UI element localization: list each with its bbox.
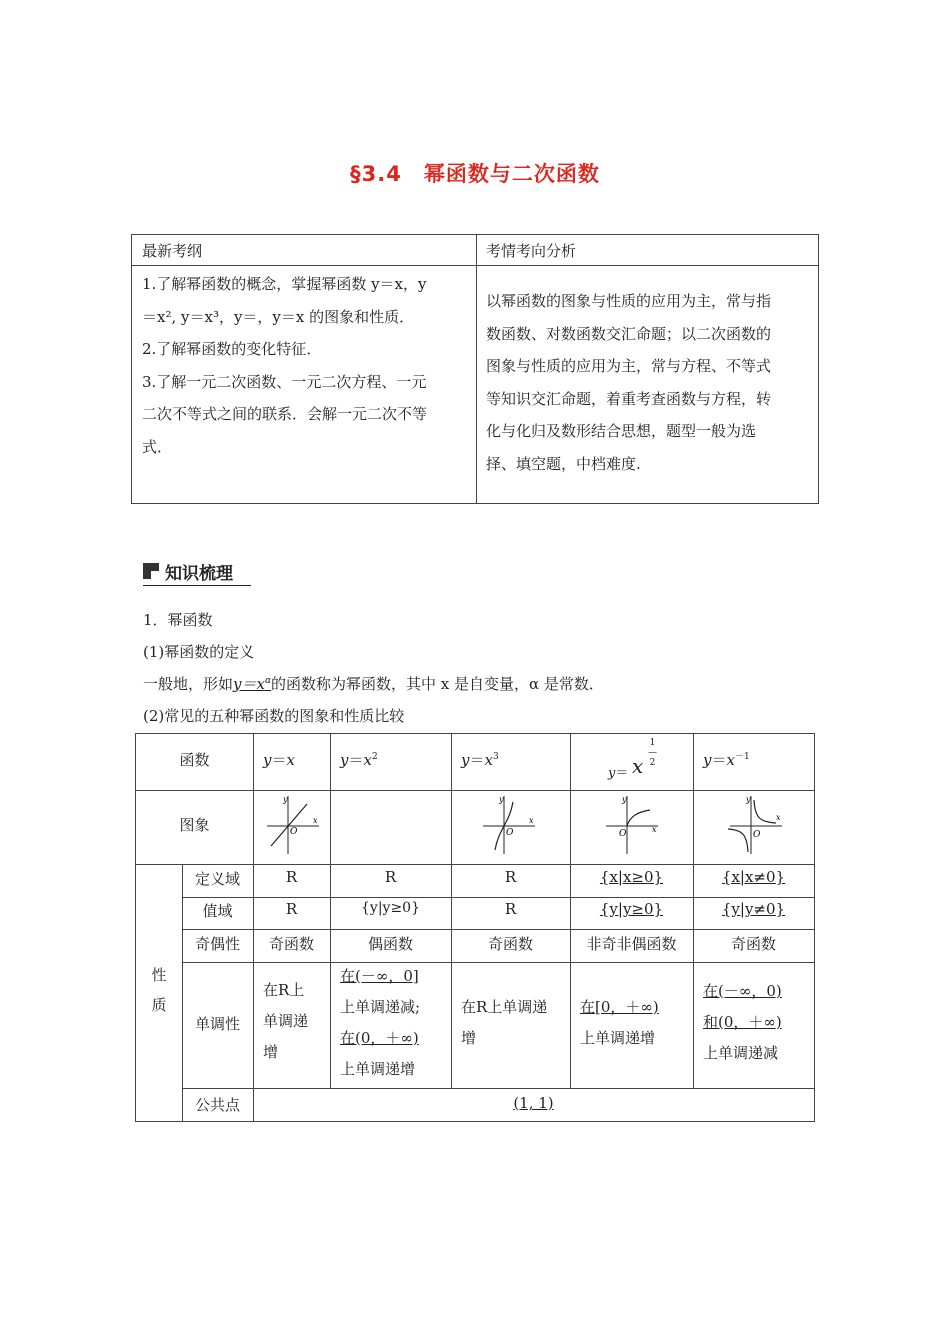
syllabus-line: 1.了解幂函数的概念，掌握幂函数 y＝x，y — [142, 275, 427, 293]
svg-text:x: x — [776, 813, 781, 822]
syllabus-line: 3.了解一元二次函数、一元二次方程、一元 — [142, 372, 427, 391]
parity-3: 奇函数 — [487, 935, 533, 953]
svg-text:x: x — [529, 816, 534, 825]
page-title: §3.4 幂函数与二次函数 — [350, 162, 600, 186]
svg-text:O: O — [506, 828, 514, 838]
mono-3: 在R上单调递 增 — [461, 998, 548, 1047]
row-label-domain: 定义域 — [194, 870, 240, 888]
body-line-4: (2)常见的五种幂函数的图象和性质比较 — [143, 707, 405, 725]
body-line-1: 1．幂函数 — [143, 611, 213, 629]
section-title: 知识梳理 — [165, 564, 233, 584]
analysis-right — [486, 285, 816, 480]
domain-5: {x|x≠0} — [721, 868, 786, 886]
col-head: 函数 — [179, 751, 210, 769]
row-label-range: 值域 — [202, 902, 233, 920]
common-point: (1, 1) — [513, 1094, 554, 1112]
domain-4: {x|x≥0} — [599, 868, 664, 886]
syllabus-table — [131, 234, 819, 504]
range-5: {y|y≠0} — [721, 900, 786, 918]
mono-2: 在(－∞，0] 上单调递减; 在(0，＋∞) 上单调递增 — [340, 967, 421, 1078]
svg-text:y: y — [746, 795, 751, 804]
section-header — [143, 559, 251, 586]
row-label-parity: 奇偶性 — [194, 935, 240, 953]
domain-2: R — [384, 868, 397, 886]
syllabus-line: 式． — [142, 437, 173, 456]
range-2: {y|y≥0} — [361, 900, 420, 916]
syllabus-line: 二次不等式之间的联系．会解一元二次不等 — [142, 405, 428, 423]
graph-y-eq-x3 — [479, 794, 539, 856]
parity-2: 偶函数 — [367, 935, 413, 953]
mono-4: 在[0，＋∞) 上单调递增 — [580, 998, 659, 1047]
def-formula: $y=x^\alpha$ — [233, 675, 272, 693]
svg-text:O: O — [619, 829, 627, 839]
svg-text:x: x — [313, 816, 318, 825]
analysis-line: 等知识交汇命题，着重考查函数与方程，转 — [486, 389, 772, 408]
header-right: 考情考向分析 — [486, 242, 577, 260]
analysis-line: 化与化归及数形结合思想，题型一般为选 — [486, 422, 757, 440]
func-3: $y=x^3$ — [461, 751, 499, 769]
mono-5: 在(－∞，0) 和(0，＋∞) 上单调递减 — [703, 982, 782, 1062]
row-label-monotonicity: 单调性 — [194, 1015, 240, 1033]
syllabus-left — [142, 268, 472, 463]
func-5: $y=x^{-1}$ — [703, 751, 750, 769]
domain-3: R — [504, 868, 517, 886]
parity-1: 奇函数 — [268, 935, 314, 953]
def-pre: 一般地，形如 — [143, 675, 234, 693]
analysis-line: 以幂函数的图象与性质的应用为主，常与指 — [486, 292, 772, 310]
range-3: R — [504, 900, 517, 918]
body-line-2: (1)幂函数的定义 — [143, 643, 255, 661]
graph-y-eq-x — [263, 794, 323, 856]
range-4: {y|y≥0} — [599, 900, 664, 918]
svg-text:y: y — [622, 795, 627, 804]
syllabus-line: 2.了解幂函数的变化特征． — [142, 340, 322, 358]
analysis-line: 数函数、对数函数交汇命题；以二次函数的 — [486, 324, 772, 343]
header-left: 最新考纲 — [142, 242, 203, 260]
analysis-line: 择、填空题，中档难度. — [486, 454, 641, 473]
power-function-table: 函数 y＝x $y=x^2$ $y=x^3$ y＝ x 1 — 2 $y=x^{-1}$ 图象 y x O y x O y x O y x O 性 质 定义域 R R R {x|x≥0} {x|x≠0} 值域 R {y|y≥0} R {y|y≥0} {y|y≠0} 奇偶性 奇函数 偶函数 奇函数 非奇非偶函数 奇函数 单调性 在R上 单调递 增 在(－∞，0] 上单调递减; 在(0，＋∞) 上单调递增 在R上单调递 增 在[0，＋∞) 上单调递增 在(－∞，0) 和(0，＋∞) 上单调递减 公共点 (1, 1) — [135, 733, 815, 1122]
svg-text:y: y — [499, 795, 504, 804]
svg-text:x: x — [652, 825, 657, 834]
svg-text:O: O — [753, 830, 761, 840]
def-post: 的函数称为幂函数，其中 x 是自变量，α 是常数． — [271, 675, 604, 693]
mono-1: 在R上 单调递 增 — [263, 981, 309, 1061]
analysis-line: 图象与性质的应用为主，常与方程、不等式 — [486, 357, 772, 375]
domain-1: R — [285, 868, 298, 886]
graph-y-eq-inverse-x — [726, 794, 786, 856]
property-label: 性 质 — [151, 966, 167, 1014]
func-1: y＝x — [263, 751, 295, 769]
graph-y-eq-sqrt-x — [602, 794, 662, 856]
func-2: $y=x^2$ — [340, 751, 378, 769]
row-label-common: 公共点 — [194, 1096, 240, 1114]
body-line-3 — [143, 673, 604, 694]
syllabus-line: ＝x², y＝x³，y＝，y＝x 的图象和性质． — [142, 307, 415, 326]
parity-4: 非奇非偶函数 — [586, 935, 677, 953]
graph-row-label: 图象 — [179, 816, 210, 834]
parity-5: 奇函数 — [730, 935, 776, 953]
range-1: R — [285, 900, 298, 918]
svg-text:y: y — [283, 795, 288, 804]
svg-text:O: O — [290, 827, 298, 837]
